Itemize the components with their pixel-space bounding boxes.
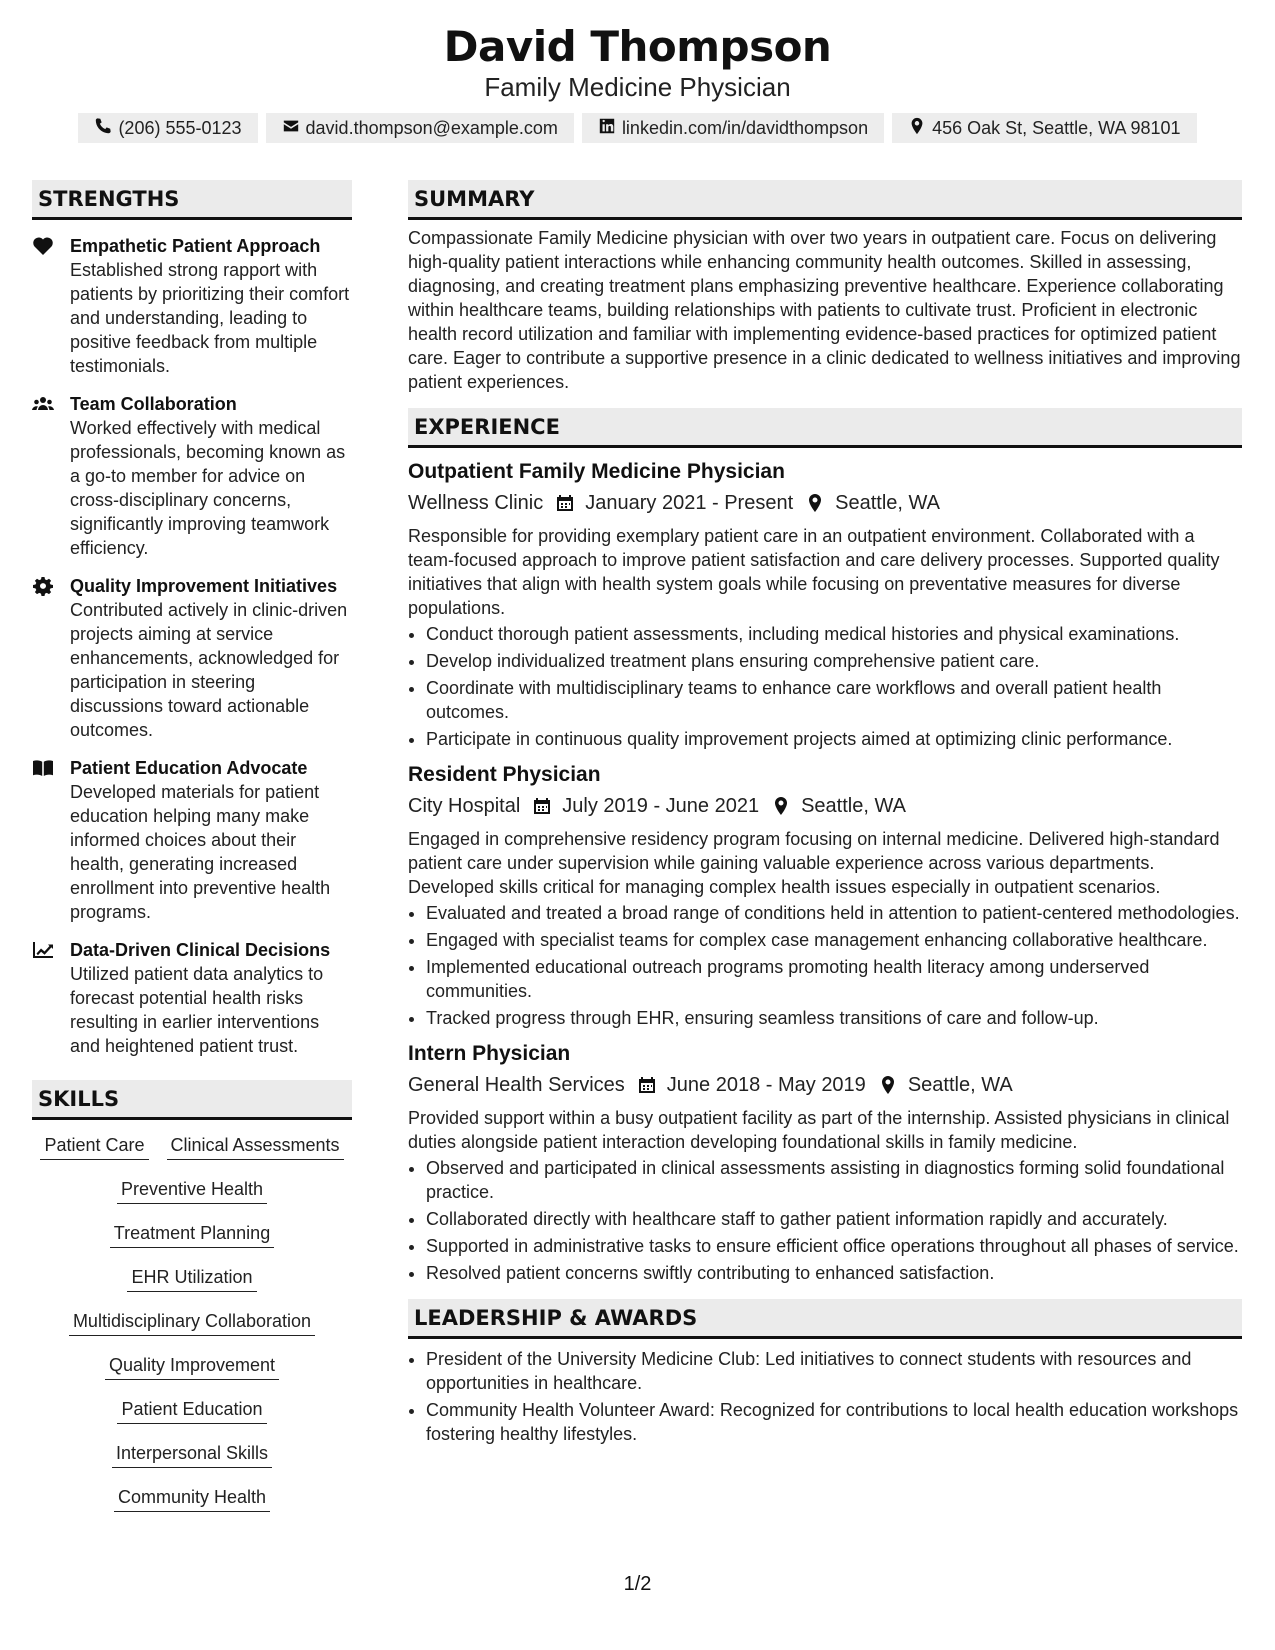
leadership-bullet: • President of the University Medicine Club: Led initiatives to connect students with resources and opportunities in healthcare. — [426, 1347, 1242, 1395]
job-org: City Hospital — [408, 795, 521, 817]
strength-title: Quality Improvement Initiatives — [70, 576, 338, 596]
skill-row — [32, 1398, 352, 1424]
strength-desc: Developed materials for patient education helping many make informed choices about their health, generating increased enrollment into preventive health programs. — [70, 782, 331, 922]
job-bullet: • Resolved patient concerns swiftly contributing to enhanced satisfaction. — [426, 1261, 1242, 1285]
candidate-name: David Thompson — [443, 22, 832, 71]
right-column — [408, 180, 1242, 1449]
job-entry — [408, 1040, 1242, 1285]
summary-heading: SUMMARY — [408, 180, 1242, 220]
job-dates: January 2021 - Present — [585, 492, 794, 514]
map-pin-icon — [908, 117, 926, 140]
strength-item — [32, 234, 352, 378]
map-pin-icon — [805, 493, 825, 513]
calendar-icon — [555, 493, 575, 513]
gear-icon — [32, 576, 54, 596]
users-icon — [32, 394, 54, 414]
strength-title: Data-Driven Clinical Decisions — [70, 940, 331, 960]
skill-row — [32, 1266, 352, 1292]
strength-title: Empathetic Patient Approach — [70, 236, 321, 256]
strength-desc: Established strong rapport with patients by prioritizing their comfort and understanding, leading to positive feedback from multiple testimonials. — [70, 260, 350, 376]
contact-email-text: david.thompson@example.com — [305, 117, 558, 138]
leadership-bullet: • Community Health Volunteer Award: Recognized for contributions to local health education workshops fostering healthy lifestyles. — [426, 1398, 1242, 1446]
skill-tag: Multidisciplinary Collaboration — [69, 1310, 315, 1336]
book-icon — [32, 758, 54, 778]
skills-heading: SKILLS — [32, 1080, 352, 1120]
job-bullets — [408, 1156, 1242, 1285]
skill-tag: EHR Utilization — [127, 1266, 256, 1292]
candidate-role: Family Medicine Physician — [484, 72, 791, 102]
summary-text: Compassionate Family Medicine physician with over two years in outpatient care. Focus on delivering high-quality patient interactions while enhancing community health outcomes. Skilled in assessing, diagnosing, and creating treatment plans emphasizing preventive healthcare. Experience collaborating within healthcare teams, building relationships with patients to cultivate trust. Proficient in electronic health record utilization and familiar with implementing evidence-based practices for optimized patient care. Eager to contribute a supportive presence in a clinic dedicated to wellness initiatives and improving patient experiences. — [408, 228, 1241, 392]
skill-tag: Community Health — [114, 1486, 270, 1512]
contact-address[interactable] — [892, 113, 1196, 143]
job-bullet: • Develop individualized treatment plans ensuring comprehensive patient care. — [426, 649, 1242, 673]
strength-item — [32, 392, 352, 560]
skill-tag: Preventive Health — [117, 1178, 267, 1204]
contact-linkedin-text: linkedin.com/in/davidthompson — [621, 117, 869, 138]
strength-item — [32, 574, 352, 742]
job-bullets — [408, 622, 1242, 751]
job-org: Wellness Clinic — [408, 492, 544, 514]
job-title: Outpatient Family Medicine Physician — [408, 460, 785, 483]
strength-item — [32, 756, 352, 924]
leadership-bullets — [408, 1347, 1242, 1446]
job-title: Resident Physician — [408, 763, 601, 786]
page-number: 1/2 — [623, 1573, 652, 1595]
strength-desc: Contributed actively in clinic-driven projects aiming at service enhancements, acknowledged for participation in steering discussions toward actionable outcomes. — [70, 600, 348, 740]
map-pin-icon — [878, 1075, 898, 1095]
strength-title: Team Collaboration — [70, 394, 237, 414]
skill-row — [32, 1310, 352, 1336]
map-pin-icon — [771, 796, 791, 816]
job-meta — [408, 488, 1242, 518]
skill-tag: Patient Education — [117, 1398, 266, 1424]
job-title: Intern Physician — [408, 1042, 571, 1065]
job-meta — [408, 791, 1242, 821]
contact-address-text: 456 Oak St, Seattle, WA 98101 — [932, 117, 1181, 138]
skill-tag: Interpersonal Skills — [112, 1442, 272, 1468]
skill-row — [32, 1134, 352, 1160]
job-bullets — [408, 901, 1242, 1030]
skill-row — [32, 1222, 352, 1248]
skill-tag: Patient Care — [40, 1134, 148, 1160]
skill-row — [32, 1354, 352, 1380]
skill-tag: Quality Improvement — [105, 1354, 279, 1380]
calendar-icon — [532, 796, 552, 816]
job-dates: June 2018 - May 2019 — [666, 1074, 866, 1096]
experience-heading: EXPERIENCE — [408, 408, 1242, 448]
job-location: Seattle, WA — [801, 795, 906, 817]
job-bullet: • Conduct thorough patient assessments, including medical histories and physical examinations. — [426, 622, 1242, 646]
job-desc: Provided support within a busy outpatient facility as part of the internship. Assisted physicians in clinical duties alongside patient interaction developing foundational skills in family medicine. — [408, 1108, 1230, 1152]
contact-bar — [0, 113, 1275, 143]
skills-list — [32, 1134, 352, 1512]
heart-icon — [32, 236, 54, 256]
job-entry — [408, 458, 1242, 751]
skill-tag: Clinical Assessments — [167, 1134, 344, 1160]
job-location: Seattle, WA — [835, 492, 940, 514]
left-column — [32, 180, 352, 1530]
envelope-icon — [282, 117, 300, 140]
contact-email[interactable] — [266, 113, 574, 143]
strength-item — [32, 938, 352, 1058]
job-org: General Health Services — [408, 1074, 625, 1096]
calendar-icon — [637, 1075, 657, 1095]
job-bullet: • Participate in continuous quality improvement projects aimed at optimizing clinic performance. — [426, 727, 1242, 751]
skill-tag: Treatment Planning — [110, 1222, 274, 1248]
leadership-heading: LEADERSHIP & AWARDS — [408, 1299, 1242, 1339]
job-meta — [408, 1070, 1242, 1100]
linkedin-icon — [598, 117, 616, 140]
line-chart-icon — [32, 940, 54, 960]
job-bullet: • Tracked progress through EHR, ensuring seamless transitions of care and follow-up. — [426, 1006, 1242, 1030]
job-location: Seattle, WA — [907, 1074, 1013, 1096]
job-bullet: • Collaborated directly with healthcare staff to gather patient information rapidly and accurately. — [426, 1207, 1242, 1231]
job-entry — [408, 761, 1242, 1030]
skill-row — [32, 1178, 352, 1204]
strength-desc: Worked effectively with medical professionals, becoming known as a go-to member for advice on cross-disciplinary concerns, significantly improving teamwork efficiency. — [70, 418, 346, 558]
skill-row — [32, 1442, 352, 1468]
job-desc: Responsible for providing exemplary patient care in an outpatient environment. Collaborated with a team-focused approach to improve patient satisfaction and care delivery processes. Supported quality initiatives that align with health system goals while focusing on preventative measures for diverse populations. — [408, 526, 1220, 618]
contact-phone-text: (206) 555-0123 — [118, 117, 242, 138]
job-desc: Engaged in comprehensive residency program focusing on internal medicine. Delivered high-standard patient care under supervision while gaining valuable experience across various departments. Developed skills critical for managing complex health issues especially in outpatient scenarios. — [408, 829, 1220, 897]
job-bullet: • Coordinate with multidisciplinary teams to enhance care workflows and overall patient health outcomes. — [426, 676, 1242, 724]
job-bullet: • Engaged with specialist teams for complex case management enhancing collaborative healthcare. — [426, 928, 1242, 952]
job-bullet: • Implemented educational outreach programs promoting health literacy among underserved communities. — [426, 955, 1242, 1003]
strength-title: Patient Education Advocate — [70, 758, 308, 778]
job-bullet: • Supported in administrative tasks to ensure efficient office operations throughout all phases of service. — [426, 1234, 1242, 1258]
skill-row — [32, 1486, 352, 1512]
job-bullet: • Evaluated and treated a broad range of conditions held in attention to patient-centered methodologies. — [426, 901, 1242, 925]
contact-linkedin[interactable] — [582, 113, 884, 143]
contact-phone[interactable] — [78, 113, 257, 143]
phone-icon — [94, 117, 112, 140]
job-dates: July 2019 - June 2021 — [562, 795, 760, 817]
strengths-heading: STRENGTHS — [32, 180, 352, 220]
job-bullet: • Observed and participated in clinical assessments assisting in diagnostics forming solid foundational practice. — [426, 1156, 1242, 1204]
strength-desc: Utilized patient data analytics to forecast potential health risks resulting in earlier interventions and heightened patient trust. — [70, 964, 324, 1056]
